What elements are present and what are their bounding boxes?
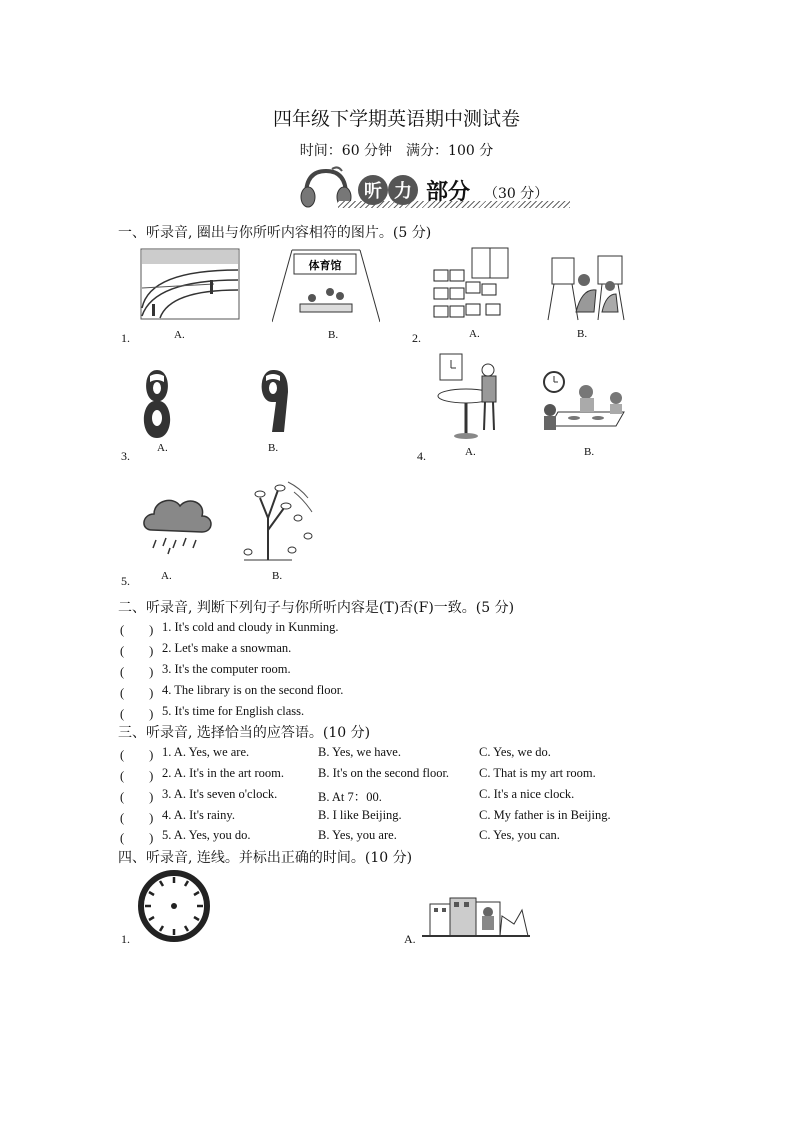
q2-number: 2.: [412, 331, 421, 345]
school-building-picture: [422, 894, 530, 940]
blank-clock-icon: [136, 870, 212, 942]
s2-q3-answer-box[interactable]: ( ): [120, 665, 154, 679]
s3-q2-option-a[interactable]: 2. A. It's in the art room.: [162, 766, 285, 780]
s3-q5-option-b[interactable]: B. Yes, you are.: [318, 828, 397, 842]
gym-sign-text: 体育馆: [308, 259, 342, 272]
q1-option-b[interactable]: B.: [328, 329, 339, 341]
s2-q1-text: 1. It's cold and cloudy in Kunming.: [162, 620, 339, 634]
s3-q4-answer-box[interactable]: ( ): [120, 811, 154, 825]
s3-q2-option-b[interactable]: B. It's on the second floor.: [318, 766, 450, 780]
s2-q5-answer-box[interactable]: ( ): [120, 707, 154, 721]
q3-option-a[interactable]: A.: [157, 442, 168, 454]
s2-q1-answer-box[interactable]: ( ): [120, 623, 154, 637]
s4-item-number: 1.: [121, 932, 130, 946]
banner-score: （30 分）: [484, 186, 549, 202]
banner-part: 部分: [426, 180, 471, 205]
section4-heading: 四、听录音, 连线。并标出正确的时间。(10 分): [118, 850, 413, 866]
number-nine-picture: [258, 368, 288, 434]
s3-q5-option-a[interactable]: 5. A. Yes, you do.: [162, 828, 251, 842]
s3-q1-option-a[interactable]: 1. A. Yes, we are.: [162, 745, 250, 759]
q4-option-b[interactable]: B.: [584, 446, 595, 458]
s3-q2-answer-box[interactable]: ( ): [120, 769, 154, 783]
drinking-at-table-picture: [434, 352, 504, 442]
running-track-picture: [140, 248, 240, 320]
windy-tree-picture: [238, 478, 318, 564]
s3-q2-option-c[interactable]: C. That is my art room.: [479, 766, 596, 780]
s3-q3-answer-box[interactable]: ( ): [120, 790, 154, 804]
q4-number: 4.: [417, 449, 426, 463]
q3-number: 3.: [121, 449, 130, 463]
number-eight-picture: [140, 368, 174, 440]
section2-heading: 二、听录音, 判断下列句子与你所听内容是(T)否(F)一致。(5 分): [118, 600, 515, 616]
banner-ting: 听: [358, 175, 388, 205]
s2-q2-text: 2. Let's make a snowman.: [162, 641, 292, 655]
q5-option-b[interactable]: B.: [272, 570, 283, 582]
s3-q1-option-b[interactable]: B. Yes, we have.: [318, 745, 401, 759]
section3-heading: 三、听录音, 选择恰当的应答语。(10 分): [118, 725, 371, 741]
s3-q3-option-a[interactable]: 3. A. It's seven o'clock.: [162, 787, 278, 801]
page-title: 四年级下学期英语期中测试卷: [272, 108, 520, 130]
section1-heading: 一、听录音, 圈出与你所听内容相符的图片。(5 分): [118, 225, 432, 241]
q5-number: 5.: [121, 574, 130, 588]
rain-cloud-icon: [140, 490, 214, 556]
q2-option-b[interactable]: B.: [577, 328, 588, 340]
s3-q1-answer-box[interactable]: ( ): [120, 748, 154, 762]
s3-q3-option-b[interactable]: B. At 7：00.: [318, 790, 382, 804]
s2-q4-answer-box[interactable]: ( ): [120, 686, 154, 700]
s4-option-a[interactable]: A.: [404, 932, 416, 946]
art-room-picture: [544, 250, 628, 324]
breakfast-family-picture: [540, 368, 630, 444]
s2-q3-text: 3. It's the computer room.: [162, 662, 291, 676]
s2-q4-text: 4. The library is on the second floor.: [162, 683, 344, 697]
s3-q4-option-c[interactable]: C. My father is in Beijing.: [479, 808, 611, 822]
s3-q1-option-c[interactable]: C. Yes, we do.: [479, 745, 551, 759]
s3-q4-option-a[interactable]: 4. A. It's rainy.: [162, 808, 235, 822]
s3-q4-option-b[interactable]: B. I like Beijing.: [318, 808, 402, 822]
computer-room-picture: [432, 246, 512, 324]
q1-number: 1.: [121, 331, 130, 345]
exam-time-score: 时间：60 分钟 满分：100 分: [299, 143, 494, 159]
q1-option-a[interactable]: A.: [174, 329, 185, 341]
listening-banner: [298, 163, 570, 213]
q5-option-a[interactable]: A.: [161, 570, 172, 582]
s3-q5-answer-box[interactable]: ( ): [120, 831, 154, 845]
gym-picture: [272, 246, 380, 324]
q3-option-b[interactable]: B.: [268, 442, 279, 454]
q2-option-a[interactable]: A.: [469, 328, 480, 340]
s2-q2-answer-box[interactable]: ( ): [120, 644, 154, 658]
banner-li: 力: [388, 175, 418, 205]
s3-q3-option-c[interactable]: C. It's a nice clock.: [479, 787, 575, 801]
s2-q5-text: 5. It's time for English class.: [162, 704, 305, 718]
s3-q5-option-c[interactable]: C. Yes, you can.: [479, 828, 560, 842]
q4-option-a[interactable]: A.: [465, 446, 476, 458]
